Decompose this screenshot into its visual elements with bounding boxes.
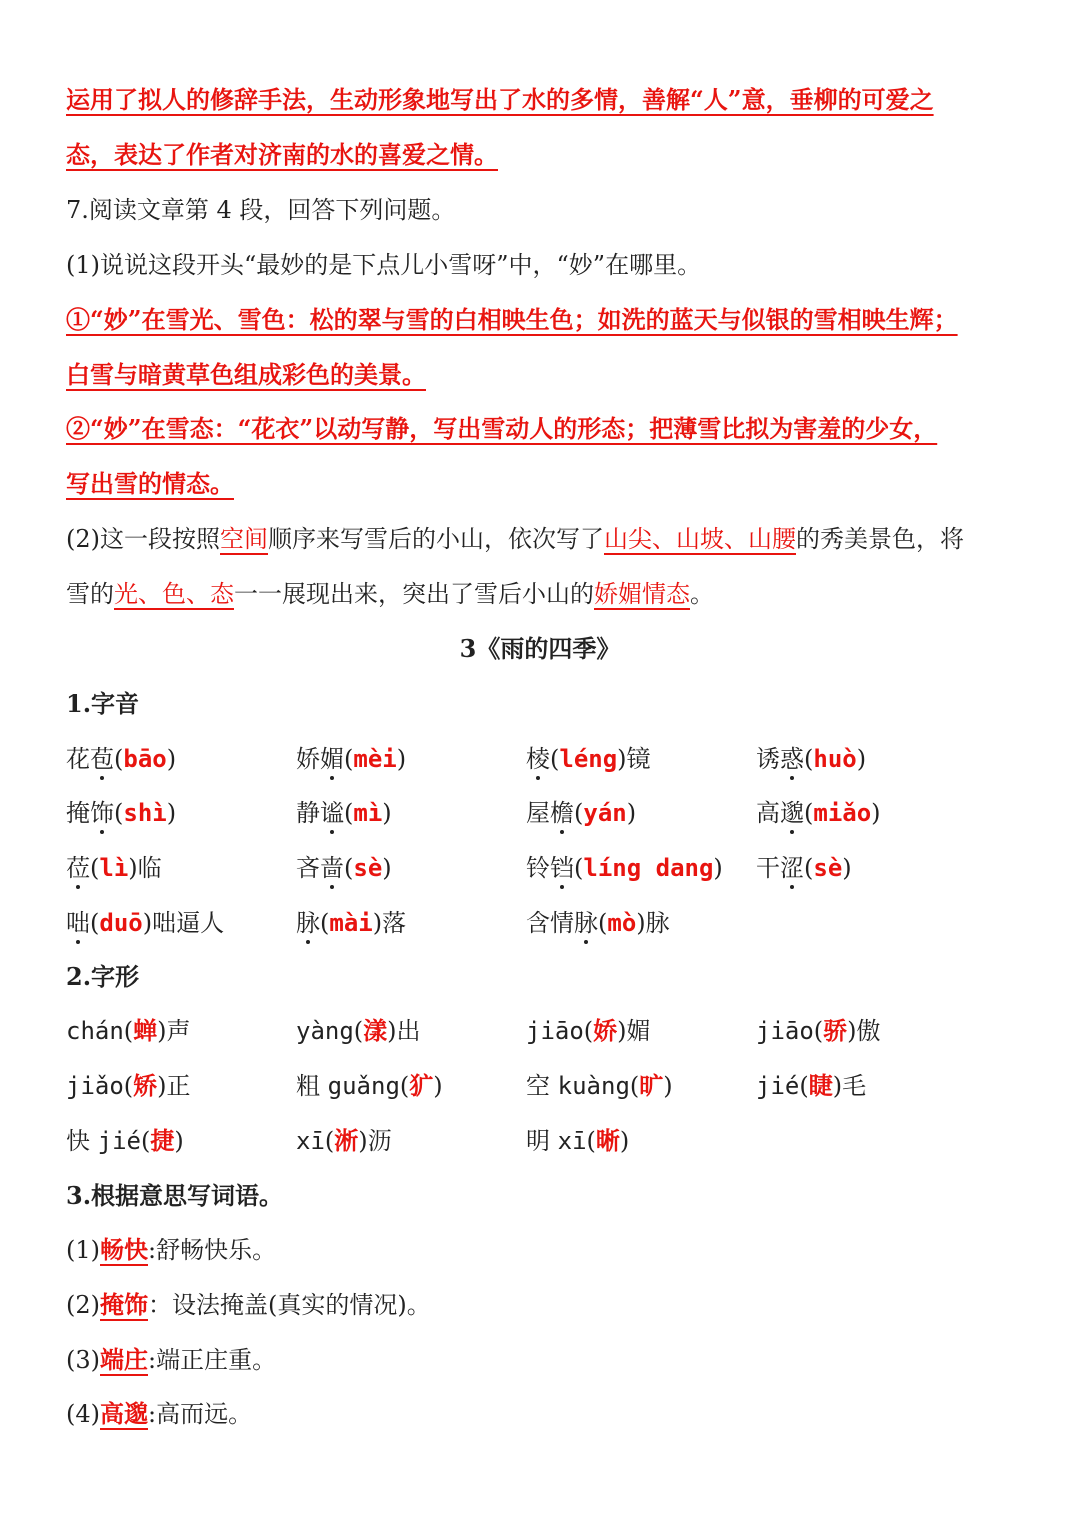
word-prefix: 明 <box>526 1127 558 1155</box>
zi-yin-item <box>296 905 406 941</box>
zi-yin-item <box>756 850 852 886</box>
dotted-character: 莅 <box>66 850 90 886</box>
close-paren: ) <box>619 1127 630 1155</box>
pinyin: mò <box>607 909 637 937</box>
pinyin: bāo <box>123 745 167 773</box>
word-prefix: 干 <box>756 854 780 882</box>
zi-xing-row <box>66 1123 1014 1159</box>
dotted-character: 咄 <box>66 905 90 941</box>
dotted-character: 涩 <box>780 850 804 886</box>
section-title: 3《雨的四季》 <box>459 634 621 663</box>
dotted-character: 饰 <box>90 795 114 831</box>
close-paren: ) <box>832 1072 843 1100</box>
meaning: 设法掩盖(真实的情况)。 <box>172 1291 431 1319</box>
answer-character: 矫 <box>133 1071 158 1100</box>
word-prefix: 空 <box>526 1072 558 1100</box>
answer-character: 淅 <box>334 1126 359 1155</box>
question-7-heading: 7.阅读文章第 4 段，回答下列问题。 <box>66 196 456 224</box>
separator: : <box>148 1236 157 1264</box>
dotted-character: 媚 <box>320 741 344 777</box>
dotted-character: 谧 <box>320 795 344 831</box>
zi-yin-row <box>66 905 1014 941</box>
item-number: (1) <box>66 1236 100 1264</box>
zi-xing-item <box>66 1068 191 1104</box>
zi-xing-item <box>526 1123 629 1159</box>
word-prefix: 屋 <box>526 799 550 827</box>
separator: : <box>148 1346 157 1374</box>
word-suffix: 落 <box>382 909 407 937</box>
pinyin: yán <box>583 799 627 827</box>
pinyin: jiāo <box>756 1017 814 1045</box>
word-prefix: 掩 <box>66 799 90 827</box>
word-prefix: 娇 <box>296 745 320 773</box>
close-paren: ) <box>842 854 852 882</box>
close-paren: ) <box>174 1127 184 1155</box>
answer-word: 掩饰 <box>100 1290 148 1319</box>
open-paren: ( <box>141 1127 151 1155</box>
open-paren: ( <box>804 854 814 882</box>
open-paren: ( <box>344 745 354 773</box>
word-suffix: 出 <box>396 1017 421 1045</box>
zi-yin-item <box>296 850 392 886</box>
zi-xing-item <box>66 1013 191 1049</box>
open-paren: ( <box>90 909 100 937</box>
item-number: (2) <box>66 1291 100 1319</box>
answer-character: 晰 <box>595 1126 620 1155</box>
item-number: (3) <box>66 1346 100 1374</box>
dotted-character: 啬 <box>320 850 344 886</box>
open-paren: ( <box>320 909 330 937</box>
open-paren: ( <box>813 1017 824 1045</box>
prev-answer-line-1: 运用了拟人的修辞手法，生动形象地写出了水的多情，善解“人”意，垂柳的可爱之 <box>66 85 934 114</box>
close-paren: ) <box>713 854 723 882</box>
open-paren: ( <box>804 745 814 773</box>
answer-character: 捷 <box>150 1126 175 1155</box>
word-suffix: 正 <box>166 1072 191 1100</box>
word-suffix: 临 <box>137 854 162 882</box>
word-prefix: 花 <box>66 745 90 773</box>
answer-word: 高邈 <box>100 1399 148 1428</box>
answer-1-line-1: ①“妙”在雪光、雪色：松的翠与雪的白相映生色；如洗的蓝天与似银的雪相映生辉； <box>66 305 958 334</box>
dotted-character: 檐 <box>550 795 574 831</box>
zi-yin-item <box>526 795 636 831</box>
dotted-character: 惑 <box>780 741 804 777</box>
pinyin: kuàng <box>557 1072 630 1100</box>
answer-character: 旷 <box>639 1071 664 1100</box>
zi-yin-item <box>66 741 176 777</box>
pinyin: guǎng <box>327 1072 400 1100</box>
close-paren: ) <box>617 1017 627 1045</box>
zi-xing-item <box>526 1068 673 1104</box>
close-paren: ) <box>433 1072 443 1100</box>
word-prefix: 吝 <box>296 854 320 882</box>
open-paren: ( <box>574 854 584 882</box>
zi-yin-row <box>66 795 1014 831</box>
open-paren: ( <box>90 854 100 882</box>
zi-yin-item <box>66 850 162 886</box>
zi-xing-row <box>66 1068 1014 1104</box>
close-paren: ) <box>663 1072 673 1100</box>
item-number: (4) <box>66 1400 100 1428</box>
sub2-text-2: 顺序来写雪后的小山，依次写了 <box>268 525 604 553</box>
zi-xing-item <box>756 1013 881 1049</box>
zi-yin-item <box>526 741 651 777</box>
ci-yu-item <box>66 1232 1014 1268</box>
pinyin: líng dang <box>583 854 714 882</box>
sub2-blank-1: 空间 <box>220 525 268 553</box>
close-paren: ) <box>396 745 407 773</box>
close-paren: ) <box>157 1017 167 1045</box>
zi-xing-item <box>296 1068 443 1104</box>
ci-yu-item <box>66 1287 1014 1323</box>
open-paren: ( <box>399 1072 410 1100</box>
open-paren: ( <box>344 799 354 827</box>
close-paren: ) <box>387 1017 397 1045</box>
pinyin: yàng <box>296 1017 354 1045</box>
pinyin: mèi <box>353 745 397 773</box>
word-suffix: 声 <box>166 1017 191 1045</box>
answer-character: 蝉 <box>133 1016 158 1045</box>
pinyin: jié <box>97 1127 141 1155</box>
answer-character: 漾 <box>363 1016 388 1045</box>
answer-character: 睫 <box>808 1071 833 1100</box>
zi-yin-item <box>66 905 224 941</box>
zi-yin-item <box>526 905 670 941</box>
answer-2-line-1: ②“妙”在雪态：“花衣”以动写静，写出雪动人的形态；把薄雪比拟为害羞的少女， <box>66 414 938 443</box>
pinyin: mì <box>353 799 383 827</box>
open-paren: ( <box>598 909 608 937</box>
sub2-text-3: 的秀美景色，将 <box>796 525 964 553</box>
sub2-text-4: 雪的 <box>66 580 114 608</box>
word-suffix: 傲 <box>856 1017 881 1045</box>
zi-xing-item <box>296 1123 392 1159</box>
zi-yin-row <box>66 741 1014 777</box>
dotted-character: 脉 <box>296 905 320 941</box>
word-prefix: 含情 <box>526 909 574 937</box>
open-paren: ( <box>353 1017 364 1045</box>
pinyin: lì <box>99 854 129 882</box>
open-paren: ( <box>123 1072 134 1100</box>
pinyin: jiāo <box>526 1017 584 1045</box>
close-paren: ) <box>382 799 392 827</box>
dotted-character: 脉 <box>574 905 598 941</box>
word-suffix: 毛 <box>842 1072 867 1100</box>
open-paren: ( <box>324 1127 335 1155</box>
open-paren: ( <box>344 854 354 882</box>
word-prefix: 粗 <box>296 1072 328 1100</box>
pinyin: miǎo <box>813 799 872 827</box>
close-paren: ) <box>166 799 177 827</box>
zi-yin-item <box>756 741 866 777</box>
zi-yin-heading: 1.字音 <box>66 689 140 718</box>
pinyin: xī <box>557 1127 587 1155</box>
pinyin: léng <box>559 745 618 773</box>
sub2-text-1: (2)这一段按照 <box>66 525 220 553</box>
question-7-sub-2-line-1 <box>66 521 1014 557</box>
close-paren: ) <box>871 799 881 827</box>
prev-answer-line-2: 态，表达了作者对济南的水的喜爱之情。 <box>66 140 498 169</box>
pinyin: xī <box>296 1127 325 1155</box>
ci-yu-item <box>66 1342 1014 1378</box>
pinyin: huò <box>813 745 857 773</box>
pinyin: sè <box>813 854 843 882</box>
zi-yin-item <box>526 850 723 886</box>
ci-yu-heading: 3.根据意思写词语。 <box>66 1181 284 1210</box>
word-suffix: 脉 <box>645 909 670 937</box>
separator: ： <box>148 1291 172 1319</box>
zi-yin-item <box>66 795 176 831</box>
pinyin: shì <box>123 799 167 827</box>
answer-word: 端庄 <box>100 1345 148 1374</box>
answer-character: 犷 <box>409 1071 434 1100</box>
close-paren: ) <box>157 1072 167 1100</box>
zi-xing-item <box>66 1123 184 1159</box>
open-paren: ( <box>114 745 124 773</box>
word-prefix: 快 <box>66 1127 98 1155</box>
open-paren: ( <box>804 799 814 827</box>
pinyin: chán <box>66 1017 124 1045</box>
close-paren: ) <box>372 909 383 937</box>
ci-yu-item <box>66 1396 1014 1432</box>
sub2-text-6: 。 <box>690 580 714 608</box>
meaning: 舒畅快乐。 <box>156 1236 277 1264</box>
word-suffix: 沥 <box>367 1127 392 1155</box>
close-paren: ) <box>128 854 138 882</box>
close-paren: ) <box>358 1127 368 1155</box>
zi-xing-item <box>526 1013 651 1049</box>
separator: : <box>148 1400 157 1428</box>
answer-character: 娇 <box>593 1016 618 1045</box>
open-paren: ( <box>114 799 124 827</box>
sub2-blank-3: 光、色、态 <box>114 580 234 608</box>
close-paren: ) <box>636 909 646 937</box>
open-paren: ( <box>629 1072 640 1100</box>
word-suffix: 咄逼人 <box>152 909 225 937</box>
word-prefix: 高 <box>756 799 780 827</box>
sub2-blank-4: 娇媚情态 <box>594 580 690 608</box>
meaning: 端正庄重。 <box>156 1346 277 1374</box>
sub2-text-5: 一一展现出来，突出了雪后小山的 <box>234 580 594 608</box>
zi-xing-item <box>756 1068 866 1104</box>
word-suffix: 媚 <box>626 1017 651 1045</box>
dotted-character: 铛 <box>550 850 574 886</box>
pinyin: mài <box>329 909 373 937</box>
close-paren: ) <box>626 799 637 827</box>
meaning: 高而远。 <box>156 1400 253 1428</box>
open-paren: ( <box>550 745 560 773</box>
sub2-blank-2: 山尖、山坡、山腰 <box>604 525 796 553</box>
question-7-sub-2-line-2 <box>66 576 1014 612</box>
close-paren: ) <box>617 745 627 773</box>
word-suffix: 镜 <box>626 745 651 773</box>
pinyin: jié <box>756 1072 800 1100</box>
question-7-sub-1: (1)说说这段开头“最妙的是下点儿小雪呀”中，“妙”在哪里。 <box>66 251 702 279</box>
close-paren: ) <box>142 909 153 937</box>
open-paren: ( <box>586 1127 596 1155</box>
zi-yin-item <box>756 795 881 831</box>
close-paren: ) <box>382 854 392 882</box>
pinyin: jiǎo <box>66 1072 124 1100</box>
word-prefix: 诱 <box>756 745 780 773</box>
open-paren: ( <box>574 799 584 827</box>
open-paren: ( <box>583 1017 594 1045</box>
close-paren: ) <box>856 745 867 773</box>
zi-yin-row <box>66 850 1014 886</box>
dotted-character: 苞 <box>90 741 114 777</box>
close-paren: ) <box>847 1017 857 1045</box>
zi-xing-heading: 2.字形 <box>66 962 140 991</box>
answer-2-line-2: 写出雪的情态。 <box>66 469 234 498</box>
open-paren: ( <box>799 1072 809 1100</box>
zi-yin-item <box>296 741 406 777</box>
zi-yin-item <box>296 795 392 831</box>
dotted-character: 邈 <box>780 795 804 831</box>
answer-character: 骄 <box>823 1016 848 1045</box>
pinyin: sè <box>353 854 383 882</box>
open-paren: ( <box>123 1017 134 1045</box>
answer-word: 畅快 <box>100 1235 148 1264</box>
zi-xing-row <box>66 1013 1014 1049</box>
dotted-character: 棱 <box>526 741 550 777</box>
zi-xing-item <box>296 1013 421 1049</box>
word-prefix: 铃 <box>526 854 550 882</box>
answer-1-line-2: 白雪与暗黄草色组成彩色的美景。 <box>66 360 426 389</box>
pinyin: duō <box>99 909 143 937</box>
word-prefix: 静 <box>296 799 320 827</box>
close-paren: ) <box>166 745 177 773</box>
